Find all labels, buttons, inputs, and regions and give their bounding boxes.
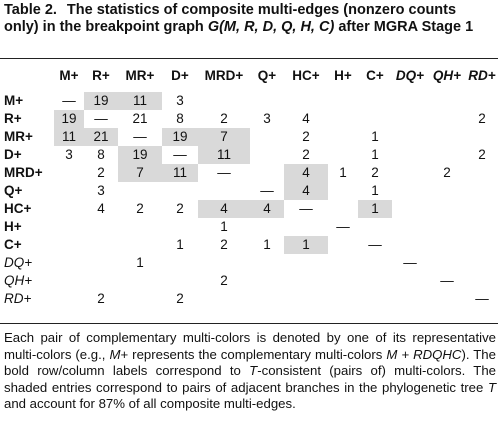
table-cell: 11	[54, 128, 84, 146]
table-cell	[358, 272, 392, 290]
row-label: RD+	[4, 291, 32, 306]
table-cell: 2	[220, 237, 228, 252]
table-cell	[392, 200, 428, 218]
table-cell	[118, 218, 162, 236]
table-cell	[428, 182, 466, 200]
table-cell	[392, 110, 428, 128]
table-cell	[162, 254, 198, 272]
table-cell	[54, 254, 84, 272]
table-cell	[392, 290, 428, 308]
table-cell	[54, 218, 84, 236]
table-cell	[54, 182, 84, 200]
table-cell	[466, 200, 498, 218]
table-row	[0, 236, 498, 254]
table-label: Table 2.	[4, 2, 57, 18]
table-cell: 4	[97, 201, 105, 216]
table-row	[0, 110, 498, 128]
table-cell	[54, 290, 84, 308]
column-header: DQ+	[395, 68, 425, 83]
table-cell: 1	[176, 237, 184, 252]
table-cell	[118, 290, 162, 308]
table-cell	[428, 200, 466, 218]
table-cell: 3	[263, 111, 271, 126]
table-cell	[466, 218, 498, 236]
table-cell	[428, 146, 466, 164]
table-cell	[392, 146, 428, 164]
column-header: MR+	[125, 68, 155, 83]
table-cell	[358, 218, 392, 236]
table-cell: 7	[198, 128, 250, 146]
note-text-1: Each pair of complementary multi-colors is denoted by one of its representative multi-colors (e.g.,	[4, 330, 496, 362]
table-cell: 2	[478, 147, 486, 162]
table-cell	[284, 290, 328, 308]
table-cell	[118, 236, 162, 254]
table-cell: 19	[54, 110, 84, 128]
table-cell: 11	[118, 92, 162, 110]
table-cell	[162, 218, 198, 236]
note-italic-3: T	[249, 363, 258, 379]
table-cell	[84, 236, 118, 254]
table-cell: 8	[97, 147, 105, 162]
table-cell: 2	[302, 129, 310, 144]
table-cell	[84, 218, 118, 236]
table-cell	[358, 110, 392, 128]
table-cell	[328, 182, 358, 200]
table-cell	[428, 110, 466, 128]
table-cell: 7	[118, 164, 162, 182]
table-cell: 11	[162, 164, 198, 182]
row-label: Q+	[4, 183, 23, 198]
table-row	[0, 146, 498, 164]
note-text-4: -consistent (pairs of) multi-colors. The shaded entries correspond to pairs of adjacent branches in the phylogenetic tree	[4, 363, 496, 395]
table-cell: 4	[198, 200, 250, 218]
table-cell	[198, 182, 250, 200]
table-cell: 2	[97, 291, 105, 306]
column-header: C+	[366, 68, 384, 83]
note-text-3: ). The bold row/column labels correspond to	[4, 346, 496, 379]
table-cell	[54, 164, 84, 182]
table-cell	[328, 272, 358, 290]
table-cell: 21	[84, 128, 118, 146]
table-cell: —	[260, 183, 274, 198]
table-cell: 2	[176, 201, 184, 216]
table-cell	[250, 218, 284, 236]
table-cell: 2	[302, 147, 310, 162]
table-cell	[358, 254, 392, 272]
table-cell	[250, 254, 284, 272]
table-cell	[392, 218, 428, 236]
caption-text: The statistics of composite multi-edges (nonzero counts only) in the breakpoint graph	[4, 2, 457, 35]
table-cell: 1	[339, 165, 347, 180]
table-cell: —	[62, 93, 76, 108]
table-cell	[328, 110, 358, 128]
column-header: MRD+	[204, 68, 244, 83]
table-cell	[466, 164, 498, 182]
table-cell: 3	[176, 93, 184, 108]
table-row	[0, 254, 498, 272]
table-cell: 1	[263, 237, 271, 252]
table-cell: 19	[84, 92, 118, 110]
table-cell	[328, 128, 358, 146]
row-label: QH+	[4, 273, 33, 288]
table-cell: 2	[97, 165, 105, 180]
table-cell: 1	[371, 129, 379, 144]
table-cell	[358, 290, 392, 308]
table-cell	[428, 92, 466, 110]
table-cell: —	[217, 165, 231, 180]
table-cell	[466, 236, 498, 254]
table-cell	[328, 290, 358, 308]
note-text-2: + represents the complementary multi-colors	[120, 346, 387, 362]
note-italic-1: M	[109, 346, 121, 362]
table-row	[0, 182, 498, 200]
column-header: Q+	[257, 68, 277, 83]
table-cell: 21	[132, 111, 148, 126]
table-cell	[198, 290, 250, 308]
table-cell	[466, 254, 498, 272]
table-cell: —	[368, 237, 382, 252]
column-header: R+	[92, 68, 110, 83]
table-cell: —	[440, 273, 454, 288]
row-label: H+	[4, 219, 22, 234]
table-cell	[428, 290, 466, 308]
table-cell	[84, 272, 118, 290]
table-cell	[250, 272, 284, 290]
table-cell	[392, 182, 428, 200]
table-cell: 19	[162, 128, 198, 146]
table-cell: 2	[478, 111, 486, 126]
table-cell	[118, 272, 162, 290]
table-cell	[54, 200, 84, 218]
table-cell	[466, 272, 498, 290]
table-cell: 2	[136, 201, 144, 216]
table-cell	[466, 128, 498, 146]
table-cell	[118, 182, 162, 200]
table-cell: —	[336, 219, 350, 234]
top-rule	[0, 58, 498, 59]
table-cell: —	[173, 147, 187, 162]
column-header: HC+	[292, 68, 320, 83]
table-cell	[284, 218, 328, 236]
table-cell	[328, 200, 358, 218]
table-row	[0, 218, 498, 236]
table-cell: 19	[118, 146, 162, 164]
table-row	[0, 200, 498, 218]
table-cell: 1	[220, 219, 228, 234]
row-label: MRD+	[4, 165, 43, 180]
table-cell	[84, 254, 118, 272]
table-cell: 2	[220, 111, 228, 126]
table-cell	[428, 254, 466, 272]
column-header: M+	[59, 68, 79, 83]
table-cell	[250, 128, 284, 146]
column-header: H+	[334, 68, 352, 83]
table-cell: 1	[371, 147, 379, 162]
table-cell: —	[403, 255, 417, 270]
row-label: DQ+	[4, 255, 33, 270]
table-cell: 2	[443, 165, 451, 180]
table-cell	[392, 92, 428, 110]
table-cell: 1	[284, 236, 328, 254]
bottom-rule	[0, 323, 498, 324]
table-cell	[284, 254, 328, 272]
row-label: M+	[4, 93, 24, 108]
table-cell: 2	[176, 291, 184, 306]
table-cell	[428, 218, 466, 236]
table-cell: —	[299, 201, 313, 216]
table-cell	[54, 272, 84, 290]
column-header-row	[0, 64, 498, 92]
table-cell	[250, 290, 284, 308]
table-cell	[428, 128, 466, 146]
row-label: MR+	[4, 129, 33, 144]
multi-edge-table	[0, 64, 498, 308]
row-label: D+	[4, 147, 22, 162]
table-cell	[162, 272, 198, 290]
column-header: RD+	[468, 68, 496, 83]
table-cell: —	[94, 111, 108, 126]
table-body	[0, 92, 498, 308]
table-cell	[198, 92, 250, 110]
table-cell: 4	[302, 111, 310, 126]
table-cell	[328, 236, 358, 254]
note-text-5: and account for 87% of all composite multi-edges.	[4, 396, 296, 412]
table-cell	[328, 146, 358, 164]
caption-text-end: after MGRA Stage 1	[334, 19, 474, 35]
table-cell	[328, 254, 358, 272]
table-cell: 1	[358, 200, 392, 218]
table-row	[0, 164, 498, 182]
table-cell	[428, 236, 466, 254]
table-row	[0, 272, 498, 290]
table-cell: 2	[220, 273, 228, 288]
note-italic-2: M + RDQHC	[386, 346, 462, 362]
row-label: R+	[4, 111, 22, 126]
table-cell	[250, 164, 284, 182]
table-cell	[392, 272, 428, 290]
table-row	[0, 128, 498, 146]
table-cell	[466, 92, 498, 110]
table-cell: 3	[65, 147, 73, 162]
table-cell	[466, 182, 498, 200]
table-cell	[54, 236, 84, 254]
table-cell	[392, 236, 428, 254]
corner-cell	[0, 64, 54, 92]
table-cell: 3	[97, 183, 105, 198]
table-footnote	[4, 330, 496, 413]
table-cell	[284, 272, 328, 290]
table-cell	[250, 146, 284, 164]
table-cell: 1	[136, 255, 144, 270]
table-row	[0, 290, 498, 308]
note-italic-4: T	[487, 379, 496, 395]
table-cell	[358, 92, 392, 110]
table-cell	[284, 92, 328, 110]
table-cell	[162, 182, 198, 200]
caption-graph-notation: G(M, R, D, Q, H, C)	[207, 19, 335, 35]
table-cell: 4	[284, 164, 328, 182]
table-cell: 2	[371, 165, 379, 180]
table-cell	[392, 128, 428, 146]
table-cell: —	[133, 129, 147, 144]
table-cell: 4	[250, 200, 284, 218]
column-header: QH+	[432, 68, 462, 83]
table-cell: —	[475, 291, 489, 306]
table-cell	[250, 92, 284, 110]
table-caption	[4, 2, 494, 36]
table-row	[0, 92, 498, 110]
table-cell: 1	[371, 183, 379, 198]
table-cell	[198, 254, 250, 272]
column-header: D+	[171, 68, 189, 83]
row-label: C+	[4, 237, 22, 252]
table-cell	[392, 164, 428, 182]
table-cell: 4	[284, 182, 328, 200]
table-cell	[328, 92, 358, 110]
table-cell: 11	[198, 146, 250, 164]
row-label: HC+	[4, 201, 32, 216]
table-cell: 8	[176, 111, 184, 126]
